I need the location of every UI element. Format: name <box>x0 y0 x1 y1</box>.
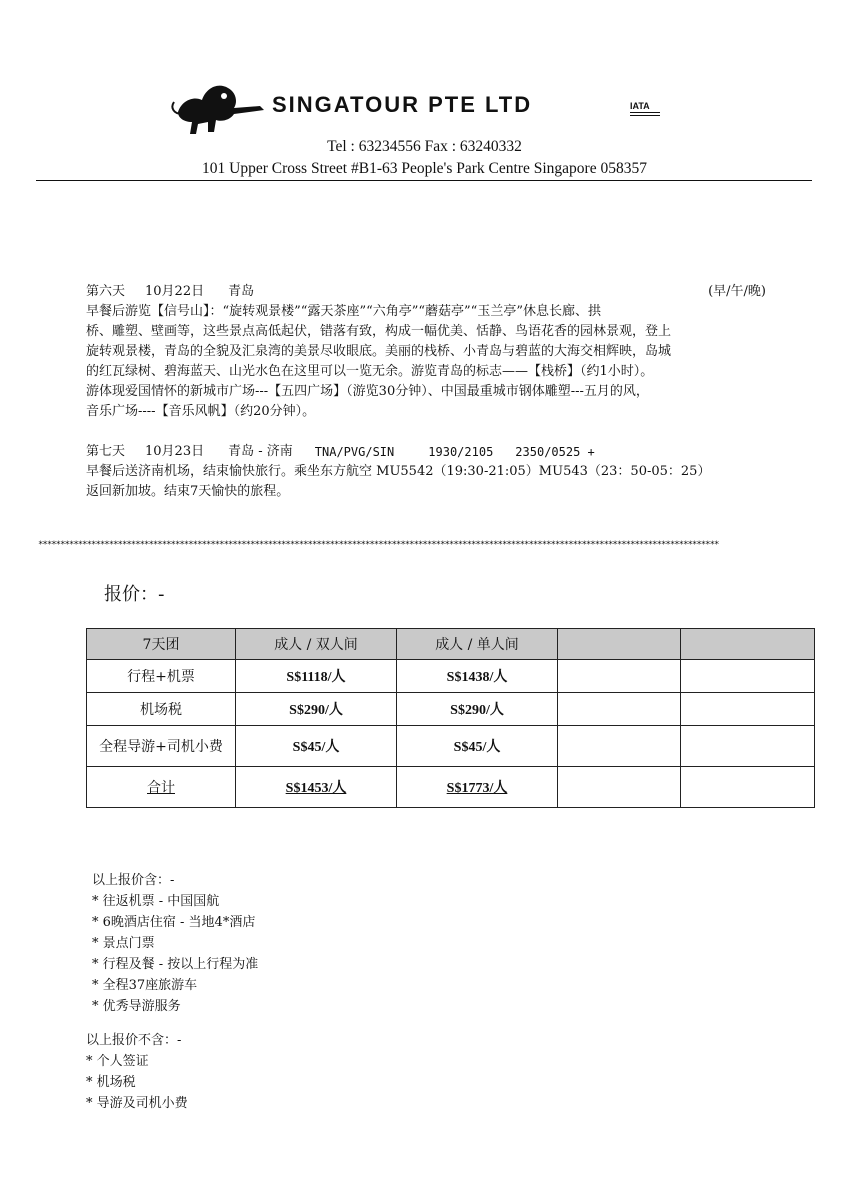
list-item: * 行程及餐 - 按以上行程为准 <box>92 957 259 972</box>
day-6-meals: (早/午/晚) <box>708 284 766 299</box>
table-row <box>87 660 815 693</box>
excludes-title: 以上报价不含：- <box>86 1033 182 1048</box>
list-item: * 优秀导游服务 <box>92 999 181 1014</box>
price-cell: S$1773/人 <box>397 767 558 808</box>
list-item: * 全程37座旅游车 <box>92 978 198 993</box>
table-row <box>87 767 815 808</box>
includes-title: 以上报价含：- <box>92 873 175 888</box>
row-label: 行程+机票 <box>87 660 236 693</box>
day-6-line: 旋转观景楼，青岛的全貌及汇泉湾的美景尽收眼底。美丽的栈桥、小青岛与碧蓝的大海交相辉映，岛城 <box>86 344 672 359</box>
header-cell: 成人 / 双人间 <box>236 629 397 660</box>
header-cell <box>558 629 681 660</box>
day-6-line: 桥、雕塑、壁画等，这些景点高低起伏，错落有致，构成一幅优美、恬静、鸟语花香的园林景观，登上 <box>86 324 672 339</box>
list-item: * 导游及司机小费 <box>86 1096 188 1111</box>
table-row <box>87 693 815 726</box>
company-name: SINGATOUR PTE LTD <box>272 92 533 117</box>
price-heading: 报价：- <box>104 584 165 605</box>
day-7-route: TNA/PVG/SIN <box>314 445 395 459</box>
row-label: 合计 <box>87 767 236 808</box>
day-6-place: 青岛 <box>228 284 255 299</box>
empty-cell <box>558 726 681 767</box>
row-label: 全程导游+司机小费 <box>87 726 236 767</box>
day-7-flight-time-2: 2350/0525 + <box>515 445 595 459</box>
svg-text:IATA: IATA <box>630 101 650 111</box>
empty-cell <box>558 767 681 808</box>
phone-fax: Tel : 63234556 Fax : 63240332 <box>327 138 522 155</box>
list-item: * 6晚酒店住宿 - 当地4*酒店 <box>92 915 256 930</box>
price-cell: S$290/人 <box>236 693 397 726</box>
day-7-label: 第七天 <box>86 444 126 459</box>
header-divider <box>36 180 812 181</box>
day-7-line: 返回新加坡。结束7天愉快的旅程。 <box>86 484 290 499</box>
price-cell: S$45/人 <box>236 726 397 767</box>
lion-logo-icon <box>168 74 268 136</box>
day-6-line: 早餐后游览【信号山】：“旋转观景楼”“露天茶座”“六角亭”“蘑菇亭”“玉兰亭”休息长廊、拱 <box>86 304 601 319</box>
day-6-line: 游体现爱国情怀的新城市广场---【五四广场】（游览30分钟）、中国最重城市钢体雕塑---五月的风， <box>86 384 649 399</box>
price-cell: S$290/人 <box>397 693 558 726</box>
list-item: * 景点门票 <box>92 936 155 951</box>
day-6-date: 10月22日 <box>145 284 205 299</box>
contact-block <box>0 136 849 180</box>
empty-cell <box>558 693 681 726</box>
itinerary-day-6 <box>86 282 766 422</box>
price-cell: S$45/人 <box>397 726 558 767</box>
header-cell: 7天团 <box>87 629 236 660</box>
empty-cell <box>681 660 815 693</box>
iata-logo-icon <box>628 98 662 120</box>
empty-cell <box>681 767 815 808</box>
table-row <box>87 726 815 767</box>
day-6-label: 第六天 <box>86 284 126 299</box>
row-label: 机场税 <box>87 693 236 726</box>
list-item: * 个人签证 <box>86 1054 149 1069</box>
header-cell: 成人 / 单人间 <box>397 629 558 660</box>
day-6-line: 的红瓦绿树、碧海蓝天、山光水色在这里可以一览无余。游览青岛的标志——【栈桥】（约1小时）。 <box>86 364 654 379</box>
list-item: * 机场税 <box>86 1075 136 1090</box>
empty-cell <box>681 693 815 726</box>
day-7-date: 10月23日 <box>145 444 205 459</box>
empty-cell <box>558 660 681 693</box>
day-7-place: 青岛 - 济南 <box>228 444 293 459</box>
header-cell <box>681 629 815 660</box>
price-table-header-row <box>87 629 815 660</box>
price-table <box>86 628 815 808</box>
excludes-list <box>86 1030 188 1114</box>
day-7-line: 早餐后送济南机场，结束愉快旅行。乘坐东方航空 MU5542（19:30-21:05）MU543（23：50-05：25） <box>86 464 711 479</box>
price-cell: S$1453/人 <box>236 767 397 808</box>
includes-list <box>92 870 258 1017</box>
address: 101 Upper Cross Street #B1-63 People's Park Centre Singapore 058357 <box>202 160 647 177</box>
list-item: * 往返机票 - 中国国航 <box>92 894 220 909</box>
star-separator: ********************************************************************************************************************************************************** <box>38 540 719 550</box>
price-cell: S$1438/人 <box>397 660 558 693</box>
day-6-line: 音乐广场----【音乐风帆】（约20分钟）。 <box>86 404 316 419</box>
day-7-flight-time-1: 1930/2105 <box>428 445 494 459</box>
price-cell: S$1118/人 <box>236 660 397 693</box>
empty-cell <box>681 726 815 767</box>
itinerary-day-7 <box>86 442 766 502</box>
day-7-header <box>86 442 766 462</box>
day-6-header <box>86 282 766 302</box>
